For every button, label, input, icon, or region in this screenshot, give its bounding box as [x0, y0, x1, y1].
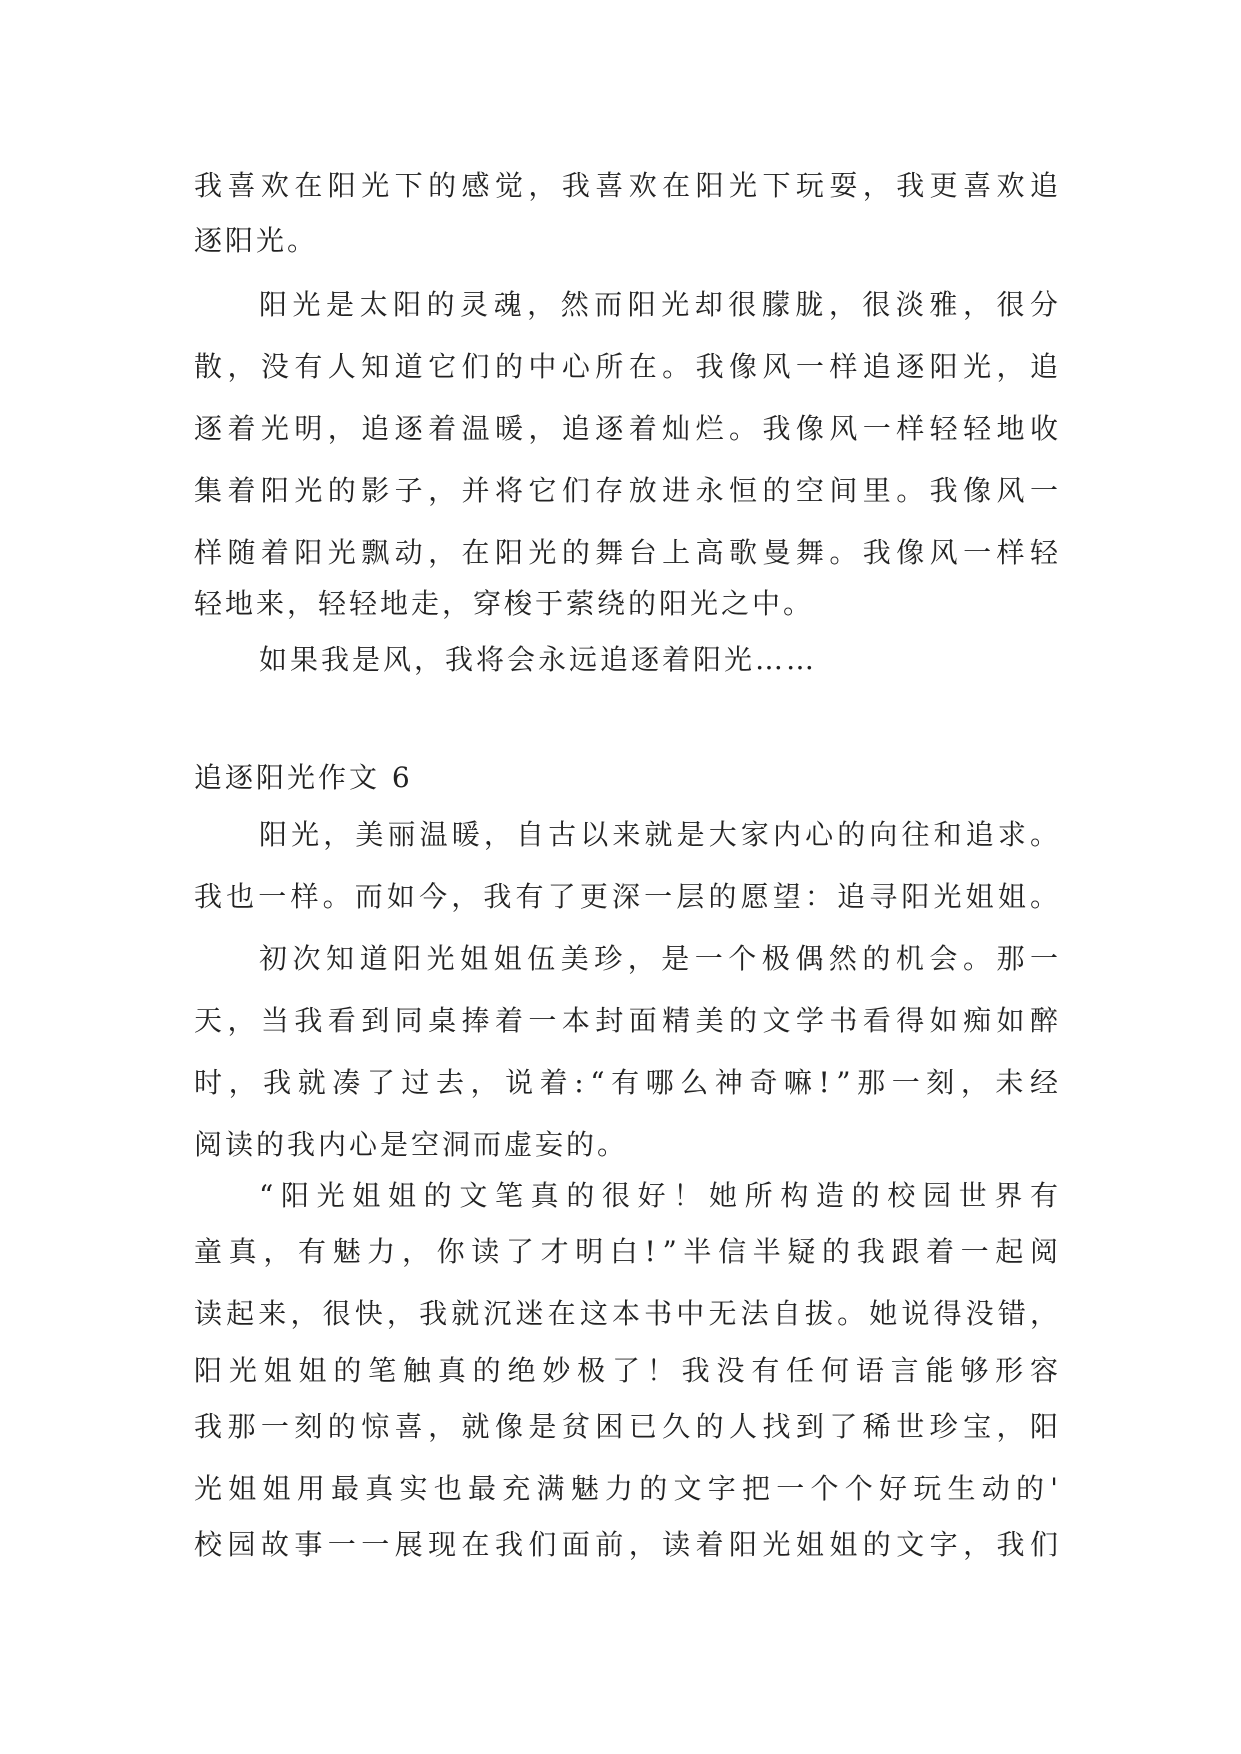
- paragraph-line: 我也一样。而如今，我有了更深一层的愿望：追寻阳光姐姐。: [194, 880, 1063, 913]
- paragraph-line: 读起来，很快，我就沉迷在这本书中无法自拔。她说得没错，: [194, 1297, 1063, 1330]
- paragraph-line: 阅读的我内心是空洞而虚妄的。: [194, 1128, 629, 1161]
- paragraph-line: 阳光，美丽温暖，自古以来就是大家内心的向往和追求。: [259, 818, 1063, 851]
- paragraph-line: 逐着光明，追逐着温暖，追逐着灿烂。我像风一样轻轻地收: [194, 412, 1064, 445]
- paragraph-line: 童真，有魅力，你读了才明白!”半信半疑的我跟着一起阅: [194, 1235, 1065, 1268]
- paragraph-line: “阳光姐姐的文笔真的很好！她所构造的校园世界有: [259, 1179, 1066, 1212]
- paragraph-line: 我喜欢在阳光下的感觉，我喜欢在阳光下玩耍，我更喜欢追: [194, 169, 1064, 202]
- section-heading: 追逐阳光作文 6: [194, 761, 413, 794]
- paragraph-line: 散，没有人知道它们的中心所在。我像风一样追逐阳光，追: [194, 350, 1064, 383]
- paragraph-line: 逐阳光。: [194, 224, 319, 257]
- paragraph-line: 天，当我看到同桌捧着一本封面精美的文学书看得如痴如醉: [194, 1004, 1064, 1037]
- paragraph-line: 校园故事一一展现在我们面前，读着阳光姐姐的文字，我们: [194, 1528, 1064, 1561]
- paragraph-line: 样随着阳光飘动，在阳光的舞台上高歌曼舞。我像风一样轻: [194, 536, 1064, 569]
- paragraph-line: 初次知道阳光姐姐伍美珍，是一个极偶然的机会。那一: [259, 942, 1064, 975]
- paragraph-line: 集着阳光的影子，并将它们存放进永恒的空间里。我像风一: [194, 474, 1064, 507]
- paragraph-line: 我那一刻的惊喜，就像是贫困已久的人找到了稀世珍宝，阳: [194, 1410, 1064, 1443]
- paragraph-line: 光姐姐用最真实也最充满魅力的文字把一个个好玩生动的': [194, 1472, 1065, 1505]
- paragraph-line: 轻地来，轻轻地走，穿梭于萦绕的阳光之中。: [194, 587, 815, 620]
- paragraph-line: 阳光是太阳的灵魂，然而阳光却很朦胧，很淡雅，很分: [259, 288, 1064, 321]
- paragraph-line: 时，我就凑了过去，说着:“有哪么神奇嘛!”那一刻，未经: [194, 1066, 1065, 1099]
- paragraph-line: 如果我是风，我将会永远追逐着阳光……: [259, 643, 818, 676]
- paragraph-line: 阳光姐姐的笔触真的绝妙极了！我没有任何语言能够形容: [194, 1354, 1065, 1387]
